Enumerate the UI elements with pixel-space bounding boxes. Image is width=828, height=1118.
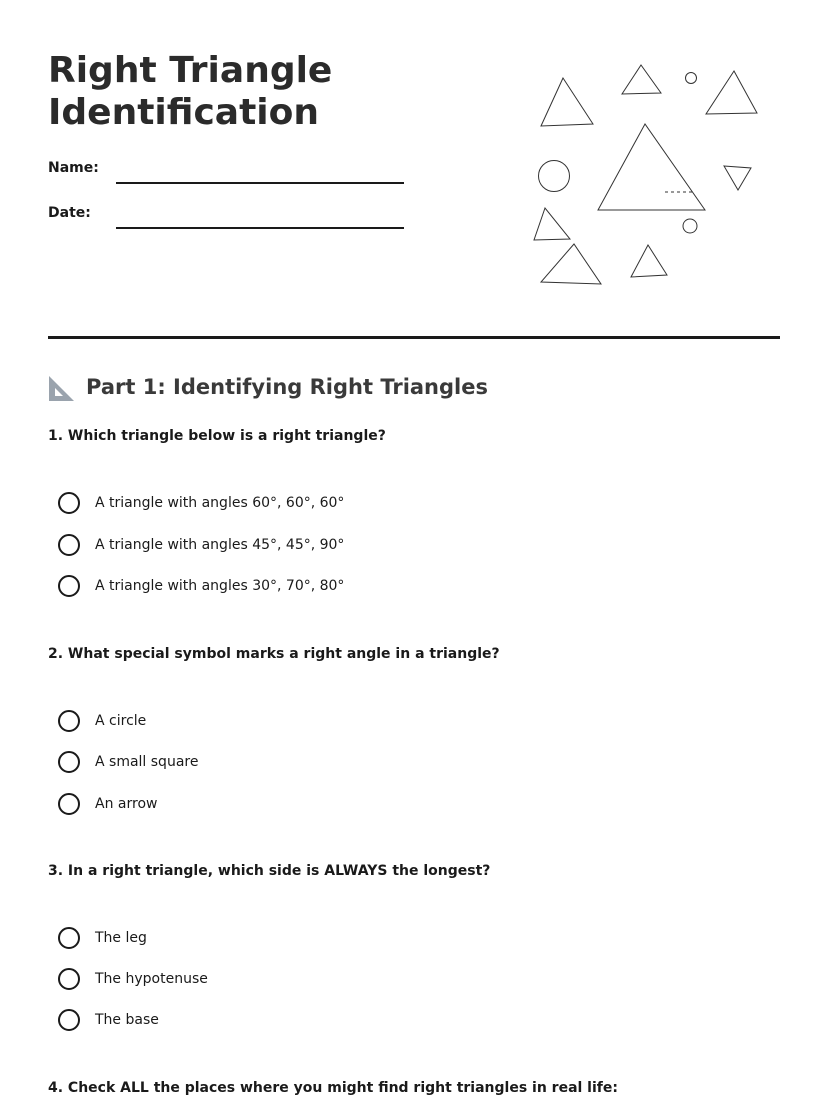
radio-button[interactable] [58,927,80,949]
question-3-option-1[interactable] [58,926,147,950]
date-field-row [48,205,404,221]
option-label: An arrow [95,796,158,812]
name-field-row [48,160,404,176]
radio-button[interactable] [58,575,80,597]
question-2-option-1[interactable] [58,709,146,733]
page-title [48,50,428,134]
option-label: The base [95,1012,159,1028]
triangle-shape [541,78,593,126]
triangle-shape [598,124,705,210]
question-1-option-1[interactable] [58,491,344,515]
circle-shape [683,219,697,233]
part1-title: Part 1: Identifying Right Triangles [86,375,488,399]
question-3-option-3[interactable] [58,1008,159,1032]
triangle-shape [541,244,601,284]
radio-button[interactable] [58,710,80,732]
triangle-shape [534,208,570,240]
radio-button[interactable] [58,793,80,815]
question-4-text: 4. Check ALL the places where you might find right triangles in real life: [48,1080,618,1096]
circle-shape [686,73,697,84]
question-2-text: 2. What special symbol marks a right angle in a triangle? [48,646,500,662]
question-1-text: 1. Which triangle below is a right triangle? [48,428,386,444]
option-label: A circle [95,713,147,729]
name-input-line[interactable] [116,182,404,184]
scattered-shapes-illustration [520,50,790,300]
triangle-shape [724,166,751,190]
date-input-line[interactable] [116,227,404,229]
page-title-line-2: Identification [48,92,319,133]
question-3-option-2[interactable] [58,967,208,991]
option-label: A small square [95,754,199,770]
question-3-text: 3. In a right triangle, which side is ALWAYS the longest? [48,863,491,879]
question-1-option-3[interactable] [58,574,344,598]
page-title-line-1: Right Triangle [48,50,333,91]
triangle-shape [622,65,661,94]
radio-button[interactable] [58,1009,80,1031]
radio-button[interactable] [58,534,80,556]
option-label: A triangle with angles 45°, 45°, 90° [95,537,345,553]
section-divider [48,336,780,339]
triangle-shape [631,245,667,277]
triangle-shape [706,71,757,114]
option-label: The leg [95,930,147,946]
radio-button[interactable] [58,492,80,514]
question-2-option-2[interactable] [58,750,198,774]
part1-heading [48,372,488,402]
question-1-option-2[interactable] [58,533,344,557]
date-label: Date: [48,205,91,221]
radio-button[interactable] [58,751,80,773]
option-label: A triangle with angles 60°, 60°, 60° [95,495,345,511]
radio-button[interactable] [58,968,80,990]
question-2-option-3[interactable] [58,792,157,816]
option-label: A triangle with angles 30°, 70°, 80° [95,578,345,594]
set-square-icon [48,372,76,402]
name-label: Name: [48,160,99,176]
option-label: The hypotenuse [95,971,208,987]
circle-shape [539,161,570,192]
